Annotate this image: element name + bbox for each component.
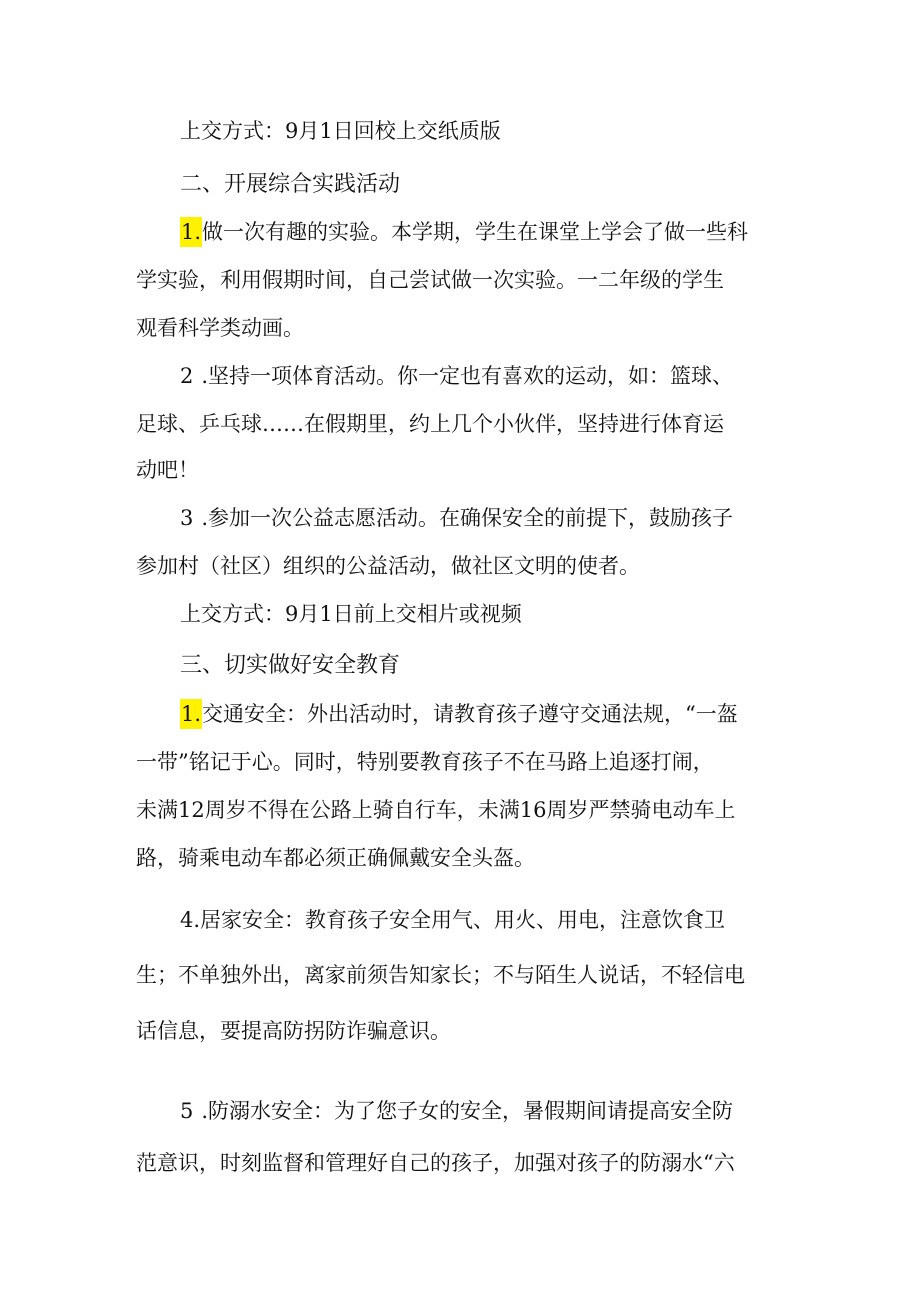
item-2-2-text: .坚持一项体育活动。你一定也有喜欢的运动，如：篮球、 <box>201 364 734 388</box>
item-3-1-line-2: 一带”铭记于心。同时，特别要教育孩子不在马路上追逐打闹， <box>136 750 714 774</box>
item-3-4-line-2: 生；不单独外出，离家前须告知家长；不与陌生人说话，不轻信电 <box>136 963 745 987</box>
item-3-5-line-2: 范意识，时刻监督和管理好自己的孩子，加强对孩子的防溺水“六 <box>136 1151 735 1175</box>
item-3-4-line-1: 4.居家安全：教育孩子安全用气、用火、用电，注意饮食卫 <box>180 908 726 932</box>
item-2-2-line-2: 足球、乒乓球……在假期里，约上几个小伙伴，坚持进行体育运 <box>136 412 724 436</box>
item-2-3-line-1 <box>180 503 733 533</box>
item-2-3-line-2: 参加村（社区）组织的公益活动，做社区文明的使者。 <box>136 554 640 578</box>
item-number-highlight: 1. <box>180 699 202 729</box>
item-3-1-line-4: 路，骑乘电动车都必须正确佩戴安全头盔。 <box>136 846 535 870</box>
item-number: 2 <box>180 364 194 388</box>
item-2-1-text: 做一次有趣的实验。本学期，学生在课堂上学会了做一些科 <box>202 220 749 244</box>
item-2-1-line-2: 学实验，利用假期时间，自己尝试做一次实验。一二年级的学生 <box>136 268 724 292</box>
item-2-1-line-3: 观看科学类动画。 <box>136 316 304 340</box>
item-3-4-line-3: 话信息，要提高防拐防诈骗意识。 <box>136 1019 451 1043</box>
item-2-1-line-1 <box>180 217 748 247</box>
item-number: 5 <box>180 1099 194 1123</box>
item-3-1-line-3: 未满12周岁不得在公路上骑自行车，未满16周岁严禁骑电动车上 <box>136 798 736 822</box>
item-2-2-line-3: 动吧！ <box>136 458 199 482</box>
item-2-3-text: .参加一次公益志愿活动。在确保安全的前提下，鼓励孩子 <box>201 506 734 530</box>
item-3-1-line-1 <box>180 699 738 729</box>
item-3-1-text: 交通安全：外出活动时，请教育孩子遵守交通法规，“一盔 <box>202 702 738 726</box>
item-number-highlight: 1. <box>180 217 202 247</box>
item-3-5-text: .防溺水安全：为了您子女的安全，暑假期间请提高安全防 <box>201 1099 734 1123</box>
submit-method-paper: 上交方式：9月1日回校上交纸质版 <box>180 119 501 143</box>
section-2-title: 二、开展综合实践活动 <box>180 172 401 197</box>
item-2-2-line-1 <box>180 361 733 391</box>
submit-method-photo: 上交方式：9月1日前上交相片或视频 <box>180 602 522 626</box>
item-3-5-line-1 <box>180 1096 733 1126</box>
section-3-title: 三、切实做好安全教育 <box>180 653 401 678</box>
item-number: 3 <box>180 506 194 530</box>
